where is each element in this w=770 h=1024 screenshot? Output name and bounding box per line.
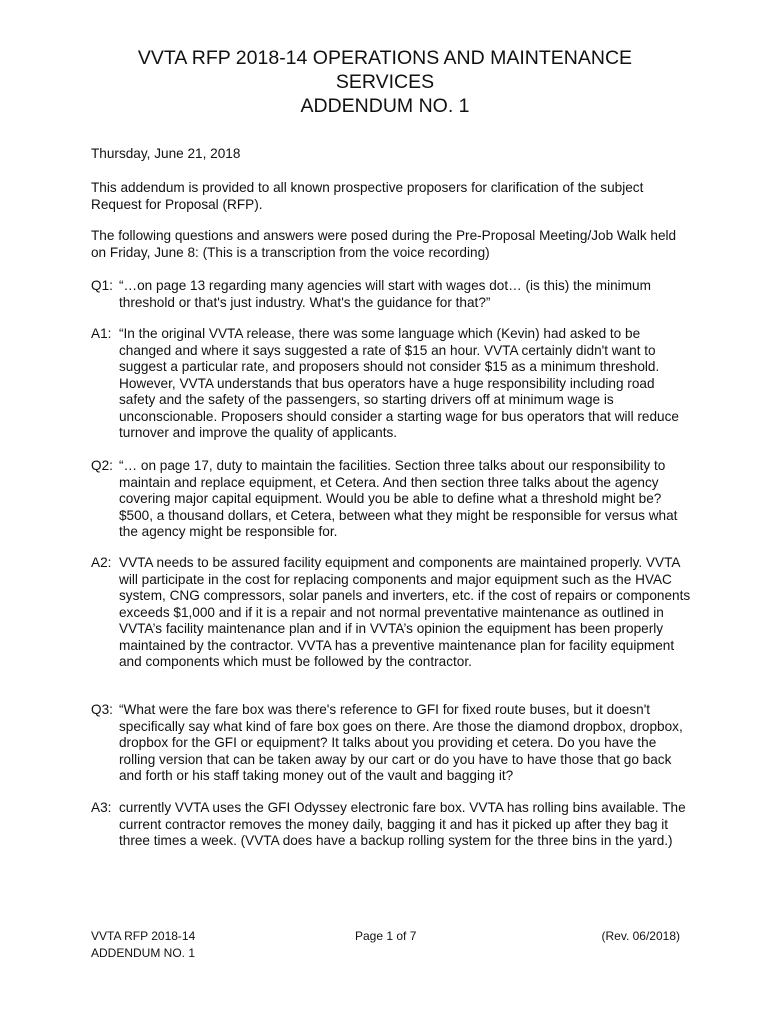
document-title — [0, 46, 770, 118]
qa-text: “What were the fare box was there's reference to GFI for fixed route buses, but it doesn't specifically say what kind of fare box goes on there. Are those the diamond dropbox, dropbox, dropbox for the GFI or equipment? It talks about you providing et cetera. Do you have the rolling version that can be taken away by our cart or do you have to have those that go back and forth or his staff taking money out of the vault and bagging it? — [119, 702, 683, 783]
qa-text: “…on page 13 regarding many agencies will start with wages dot… (is this) the minimum threshold or that's just industry. What's the guidance for that?” — [119, 278, 651, 310]
qa-text: “… on page 17, duty to maintain the facilities. Section three talks about our responsibility to maintain and replace equipment, et Cetera. And then section three talks about the agency covering major capital equipment. Would you be able to define what a threshold might be? $500, a thousand dollars, et Cetera, between what they might be responsible for versus what the agency might be responsible for. — [119, 458, 678, 539]
answer-2 — [91, 555, 691, 671]
qa-label: A3: — [91, 800, 112, 815]
qa-text: “In the original VVTA release, there was some language which (Kevin) had asked to be changed and where it says suggested a rate of $15 an hour. VVTA certainly didn't want to suggest a particular rate, and proposers should not consider $15 as a minimum threshold. However, VVTA understands that bus operators have a huge responsibility including road safety and the safety of the passengers, so starting drivers off at minimum wage is unconscionable. Proposers should consider a starting wage for bus operators that will reduce turnover and improve the quality of applicants. — [119, 326, 679, 440]
footer-addendum-number: ADDENDUM NO. 1 — [91, 946, 196, 960]
answer-1 — [91, 326, 691, 442]
qa-label: Q3: — [91, 702, 113, 717]
footer-rfp-number: VVTA RFP 2018-14 — [91, 929, 196, 943]
footer-page-number: Page 1 of 7 — [355, 929, 417, 943]
title-line-1: VVTA RFP 2018-14 OPERATIONS AND MAINTENANCE — [137, 47, 633, 69]
qa-label: A2: — [91, 555, 112, 570]
qa-text: currently VVTA uses the GFI Odyssey electronic fare box. VVTA has rolling bins available. The current contractor removes the money daily, bagging it and has it picked up after they bag it three times a week. (VVTA does have a backup rolling system for the three bins in the yard.) — [119, 800, 686, 848]
document-date: Thursday, June 21, 2018 — [91, 146, 241, 161]
qa-label: Q2: — [91, 458, 113, 473]
qa-label: Q1: — [91, 278, 113, 293]
footer-document-id — [91, 928, 195, 962]
title-line-2: SERVICES — [335, 71, 435, 93]
question-2 — [91, 458, 691, 541]
context-paragraph: The following questions and answers were posed during the Pre-Proposal Meeting/Job Walk held on Friday, June 8: (This is a transcription from the voice recording) — [91, 228, 677, 260]
title-line-3: ADDENDUM NO. 1 — [300, 95, 470, 117]
question-3 — [91, 702, 691, 785]
footer-revision: (Rev. 06/2018) — [601, 929, 680, 943]
intro-paragraph: This addendum is provided to all known prospective proposers for clarification of the subject Request for Proposal (RFP). — [91, 180, 644, 212]
qa-label: A1: — [91, 326, 112, 341]
qa-text: VVTA needs to be assured facility equipment and components are maintained properly. VVTA will participate in the cost for replacing components and major equipment such as the HVAC system, CNG compressors, solar panels and inverters, etc. if the cost of repairs or components exceeds $1,000 and if it is a repair and not normal preventative maintenance as outlined in VVTA’s facility maintenance plan and if in VVTA’s opinion the equipment has been properly maintained by the contractor. VVTA has a preventive maintenance plan for facility equipment and components which must be followed by the contractor. — [119, 555, 691, 669]
answer-3 — [91, 800, 691, 850]
question-1 — [91, 278, 691, 311]
